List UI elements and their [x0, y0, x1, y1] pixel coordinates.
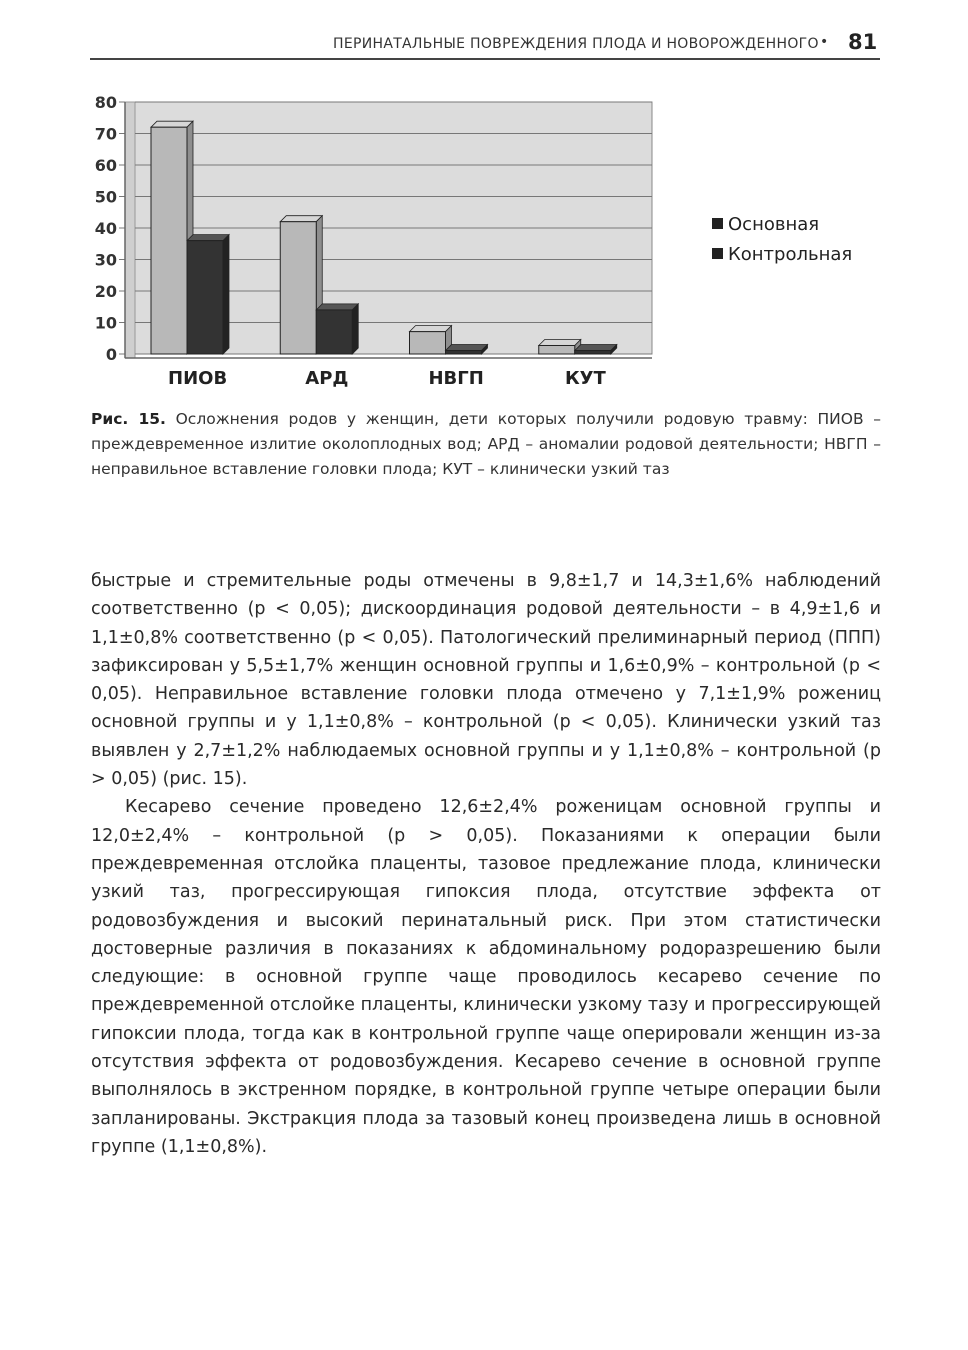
y-tick-label-5: 50	[94, 187, 117, 207]
bar-top-3-1	[575, 345, 617, 351]
figure-caption	[91, 407, 881, 482]
legend-label-1: Контрольная	[728, 244, 853, 265]
y-tick-label-4: 40	[94, 219, 117, 238]
bar-top-1-0	[280, 216, 322, 222]
bar-top-3-0	[539, 339, 581, 345]
y-tick-label-1: 10	[94, 313, 117, 333]
bar-side-1-1	[352, 304, 358, 354]
figure-caption-text: Осложнения родов у женщин, дети которых получили родовую травму: ПИОВ – преждевременное излитие околоплодных вод; АРД – аномалии родовой деятельности; НВГП – неправильное вставление головки плода; КУТ – клинически узкий таз	[91, 410, 881, 478]
x-tick-label-1: АРД	[305, 368, 349, 389]
x-tick-label-0: ПИОВ	[168, 368, 228, 389]
bar-top-1-1	[316, 304, 358, 310]
plot-side-wall	[125, 102, 135, 358]
running-header	[90, 30, 880, 64]
paragraph-1: быстрые и стремительные роды отмечены в 9,8±1,7 и 14,3±1,6% наблюдений соответственно (p < 0,05); дискоординация родовой деятельности – в 4,9±1,6 и 1,1±0,8% соответственно (p < 0,05). Патологический прелиминарный период (ППП) зафиксирован у 5,5±1,7% женщин основной группы и 1,6±0,9% – контрольной (p < 0,05). Неправильное вставление головки плода отмечено у 7,1±1,9% рожениц основной группы и у 1,1±0,8% – контрольной (p < 0,05). Клинически узкий таз выявлен у 2,7±1,2% наблюдаемых основной группы и у 1,1±0,8% – контрольной (p > 0,05) (рис. 15).	[91, 571, 881, 790]
bar-top-0-1	[187, 235, 229, 241]
legend-label-0: Основная	[728, 214, 820, 235]
y-tick-label-8: 80	[94, 93, 117, 112]
y-tick-label-3: 30	[94, 250, 117, 270]
y-tick-label-7: 70	[94, 124, 117, 144]
legend-swatch-1	[712, 248, 723, 259]
y-tick-label-0: 0	[105, 345, 117, 364]
bar-1-1	[316, 310, 352, 354]
bar-3-1	[575, 351, 611, 354]
y-tick-label-2: 20	[94, 282, 117, 301]
bar-top-2-1	[446, 345, 488, 351]
body-text	[91, 567, 881, 1161]
figure-label: Рис. 15.	[91, 410, 166, 428]
page-number: 81	[848, 30, 878, 54]
legend-swatch-0	[712, 218, 723, 229]
bar-1-0	[280, 222, 316, 354]
x-tick-label-3: КУТ	[564, 368, 606, 389]
bar-0-1	[187, 241, 223, 354]
bar-2-0	[410, 332, 446, 354]
bar-chart	[80, 92, 900, 392]
paragraph-2: Кесарево сечение проведено 12,6±2,4% роженицам основной группы и 12,0±2,4% – контрольной (p > 0,05). Показаниями к операции были преждевременная отслойка плаценты, тазовое предлежание плода, клинически узкий таз, прогрессирующая гипоксия плода, отсутствие эффекта от родовозбуждения и высокий перинатальный риск. При этом статистически достоверные различия в показаниях к абдоминальному родоразрешению были следующие: в основной группе чаще проводилось кесарево сечение по преждевременной отслойке плаценты, клинически узкому тазу и прогрессирующей гипоксии плода, тогда как в контрольной группе чаще оперировали женщин из-за отсутствия эффекта от родовозбуждения. Кесарево сечение в основной группе выполнялось в экстренном порядке, в контрольной группе четыре операции были запланированы. Экстракция плода за тазовый конец произведена лишь в основной группе (1,1±0,8%).	[91, 797, 881, 1157]
x-tick-label-2: НВГП	[428, 368, 484, 389]
running-title: ПЕРИНАТАЛЬНЫЕ ПОВРЕЖДЕНИЯ ПЛОДА И НОВОРОЖДЕННОГО	[333, 36, 819, 52]
y-tick-label-6: 60	[94, 156, 117, 175]
bar-3-0	[539, 345, 575, 354]
bar-top-2-0	[410, 326, 452, 332]
header-bullet: •	[820, 34, 829, 50]
bar-2-1	[446, 351, 482, 354]
header-rule	[90, 58, 880, 60]
bar-top-0-0	[151, 121, 193, 127]
bar-0-0	[151, 127, 187, 354]
bar-side-0-1	[223, 235, 229, 354]
